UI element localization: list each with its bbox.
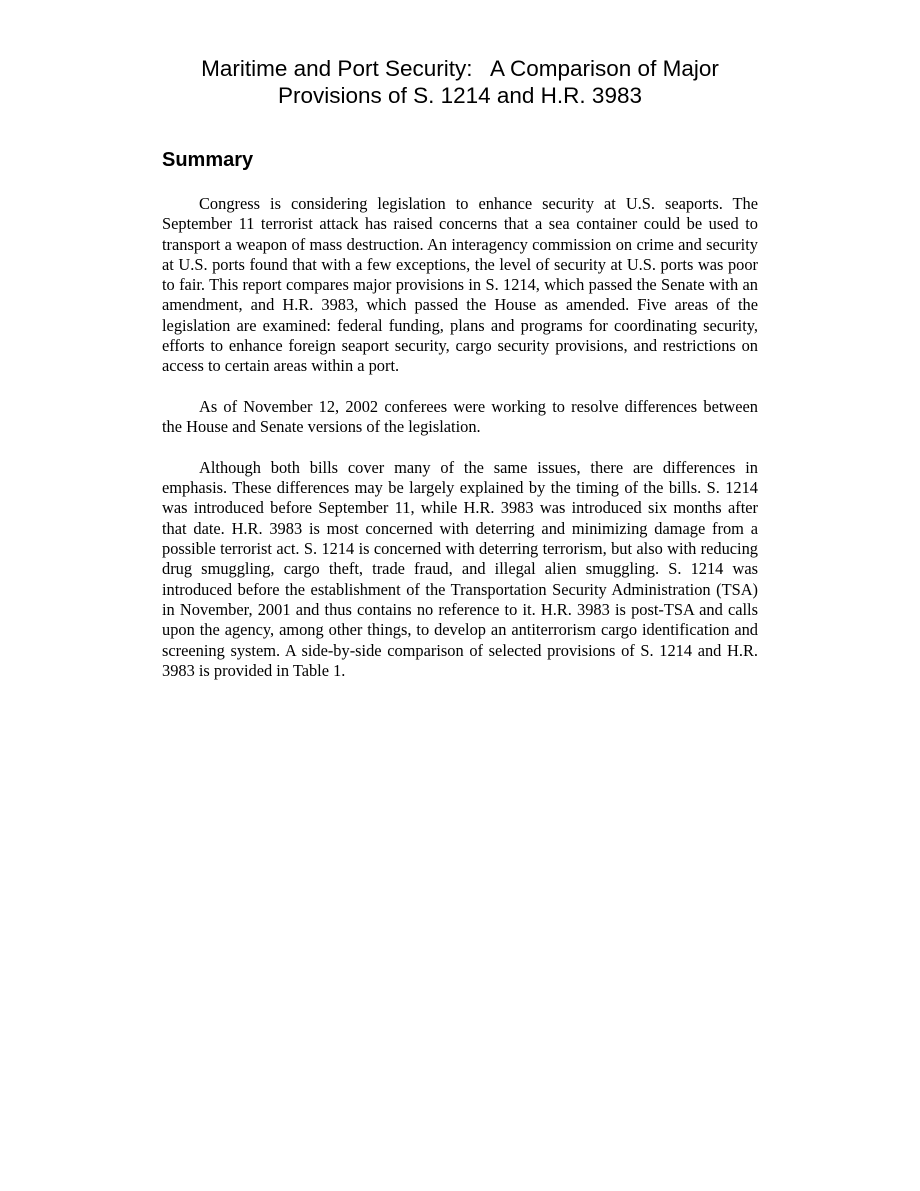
paragraph-1: Congress is considering legislation to enhance security at U.S. seaports. The September 11 terrorist attack has raised concerns that a sea container could be used to transport a weapon of mass destruction. An interagency commission on crime and security at U.S. ports found that with a few exceptions, the level of security at U.S. ports was poor to fair. This report compares major provisions in S. 1214, which passed the Senate with an amendment, and H.R. 3983, which passed the House as amended. Five areas of the legislation are examined: federal funding, plans and programs for coordinating security, efforts to enhance foreign seaport security, cargo security provisions, and restrictions on access to certain areas within a port.	[162, 194, 758, 376]
section-heading-summary: Summary	[162, 149, 254, 171]
paragraph-2: As of November 12, 2002 conferees were working to resolve differences between the House and Senate versions of the legislation.	[162, 396, 758, 437]
paragraph-3: Although both bills cover many of the same issues, there are differences in emphasis. These differences may be largely explained by the timing of the bills. S. 1214 was introduced before September 11, while H.R. 3983 was introduced six months after that date. H.R. 3983 is most concerned with deterring and minimizing damage from a possible terrorist act. S. 1214 is concerned with deterring terrorism, but also with reducing drug smuggling, cargo theft, trade fraud, and illegal alien smuggling. S. 1214 was introduced before the establishment of the Transportation Security Administration (TSA) in November, 2001 and thus contains no reference to it. H.R. 3983 is post-TSA and calls upon the agency, among other things, to develop an antiterrorism cargo identification and screening system. A side-by-side comparison of selected provisions of S. 1214 and H.R. 3983 is provided in Table 1.	[162, 457, 758, 680]
document-title-line-1: Maritime and Port Security: A Comparison of Major	[201, 56, 719, 81]
document-title-line-2: Provisions of S. 1214 and H.R. 3983	[278, 83, 642, 108]
document-title	[160, 55, 760, 109]
summary-body	[162, 194, 758, 701]
